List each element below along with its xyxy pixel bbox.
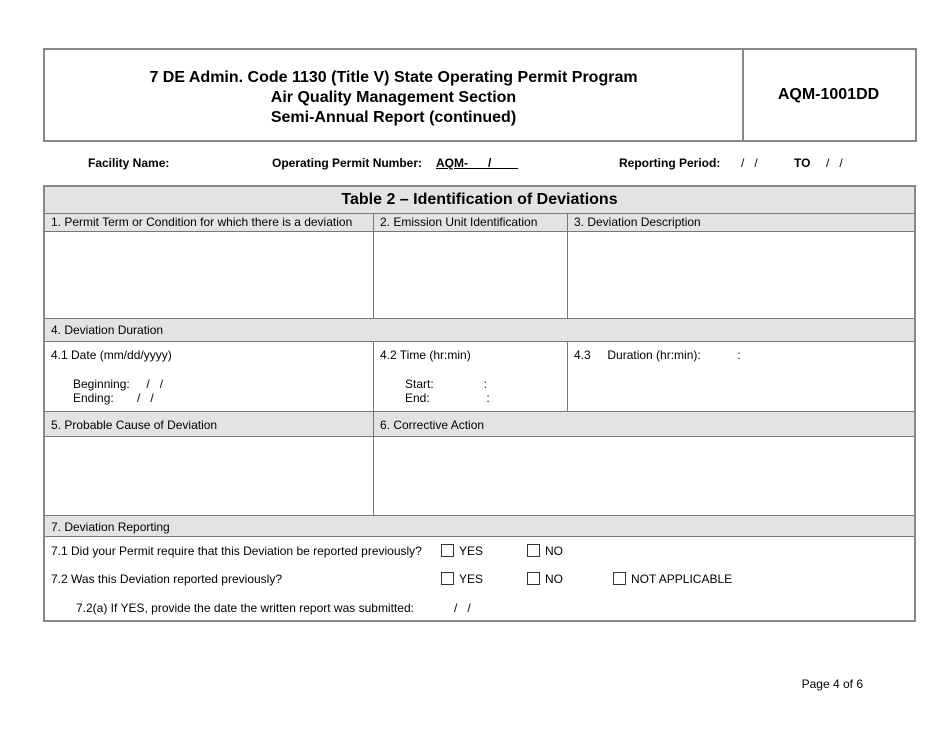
q72-yes-checkbox[interactable] (441, 572, 454, 585)
q72a-date-field[interactable]: / / (454, 601, 471, 615)
q71-no-label: NO (545, 544, 563, 558)
deviation-reporting-header-row (45, 516, 914, 536)
corrective-action-input[interactable] (374, 437, 916, 515)
period-end-field[interactable]: / / (826, 156, 843, 170)
q71-no-option[interactable] (527, 544, 563, 558)
q72-no-checkbox[interactable] (527, 572, 540, 585)
duration-field[interactable]: 4.3 Duration (hr:min): : (574, 348, 741, 362)
to-label: TO (794, 156, 811, 170)
q72-yes-label: YES (459, 572, 484, 586)
reporting-period-label: Reporting Period: (619, 156, 721, 170)
probable-cause-input[interactable] (45, 437, 373, 515)
deviation-duration-header: 4. Deviation Duration (51, 323, 164, 337)
deviation-reporting-header: 7. Deviation Reporting (51, 520, 170, 534)
beginning-date-field[interactable]: Beginning: / / (73, 377, 164, 391)
header-line-2: Air Quality Management Section (270, 89, 517, 106)
corrective-action-header: 6. Corrective Action (380, 418, 485, 432)
end-time-field[interactable]: End: : (405, 391, 490, 405)
permit-number-field[interactable]: AQM- / (436, 156, 519, 170)
q72-na-checkbox[interactable] (613, 572, 626, 585)
q71-no-checkbox[interactable] (527, 544, 540, 557)
q71-yes-checkbox[interactable] (441, 544, 454, 557)
q71-yes-option[interactable] (441, 544, 483, 558)
header-line-3: Semi-Annual Report (continued) (270, 109, 517, 126)
question-7-2a: 7.2(a) If YES, provide the date the written report was submitted: (76, 601, 414, 615)
permit-number-label: Operating Permit Number: (272, 156, 423, 170)
header-line-1: 7 DE Admin. Code 1130 (Title V) State Operating Permit Program (149, 69, 638, 86)
probable-cause-header: 5. Probable Cause of Deviation (51, 418, 218, 432)
header-title-area (45, 50, 744, 140)
q72-yes-option[interactable] (441, 572, 483, 586)
q72-no-label: NO (545, 572, 563, 586)
form-code: AQM-1001DD (777, 86, 880, 103)
col-permit-term-header: 1. Permit Term or Condition for which there is a deviation (51, 215, 353, 229)
date-label: 4.1 Date (mm/dd/yyyy) (51, 348, 172, 362)
deviation-description-input[interactable] (568, 232, 916, 318)
q71-yes-label: YES (459, 544, 484, 558)
question-7-1: 7.1 Did your Permit require that this Deviation be reported previously? (51, 544, 422, 558)
question-7-2: 7.2 Was this Deviation reported previously? (51, 572, 282, 586)
time-label: 4.2 Time (hr:min) (380, 348, 471, 362)
q72-na-label: NOT APPLICABLE (631, 572, 733, 586)
col-emission-unit-header: 2. Emission Unit Identification (380, 215, 538, 229)
q72-na-option[interactable] (613, 572, 732, 586)
emission-unit-input[interactable] (374, 232, 567, 318)
col-deviation-description-header: 3. Deviation Description (574, 215, 701, 229)
q72-no-option[interactable] (527, 572, 563, 586)
start-time-field[interactable]: Start: : (405, 377, 488, 391)
period-start-field[interactable]: / / (741, 156, 758, 170)
ending-date-field[interactable]: Ending: / / (73, 391, 154, 405)
form-header (43, 48, 917, 142)
deviations-table (43, 185, 916, 622)
page-number: Page 4 of 6 (801, 677, 863, 691)
deviation-duration-header-row (45, 319, 914, 341)
permit-term-input[interactable] (45, 232, 373, 318)
facility-name-label: Facility Name: (88, 156, 170, 170)
table-title: Table 2 – Identification of Deviations (45, 187, 914, 213)
